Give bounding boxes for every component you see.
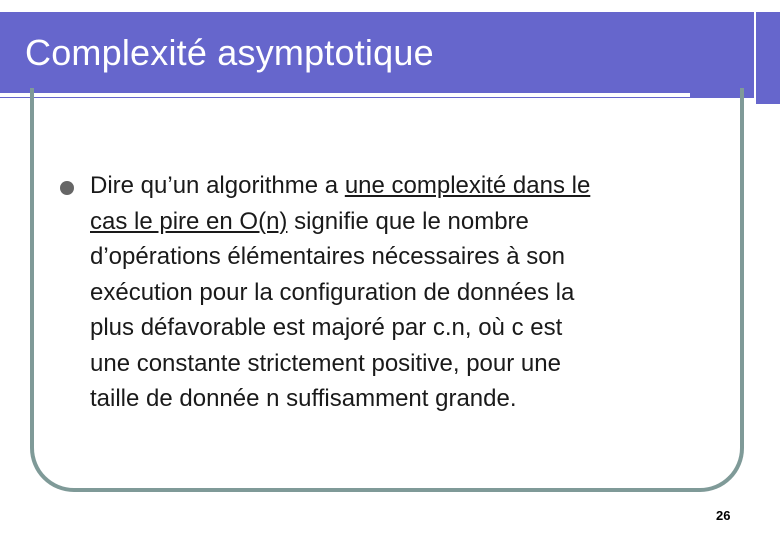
underlined-phrase-2: cas le pire en O(n) (90, 207, 288, 235)
underlined-phrase-1: une complexité dans le (344, 172, 591, 199)
bullet-line-5: plus défavorable est majoré par c.n, où c est (90, 314, 563, 341)
bullet-line-2 (90, 204, 590, 240)
page-number: 26 (716, 508, 731, 523)
bullet-line-6: une constante strictement positive, pour une (90, 349, 561, 377)
bullet-line-4: exécution pour la configuration de données la (90, 278, 575, 306)
bullet-text (90, 168, 590, 417)
slide-title: Complexité asymptotique (25, 32, 434, 73)
bullet-line-1-text: Dire qu’un algorithme a (90, 172, 345, 199)
bullet-line-2-text: signifie que le nombre (287, 207, 529, 235)
bullet-line-3: d’opérations élémentaires nécessaires à son (90, 243, 565, 270)
bullet-line-7: taille de donnée n suffisamment grande. (90, 385, 517, 412)
bullet-dot-icon (60, 181, 74, 195)
bullet-line-1 (90, 168, 590, 204)
title-bar-edge (756, 12, 780, 104)
